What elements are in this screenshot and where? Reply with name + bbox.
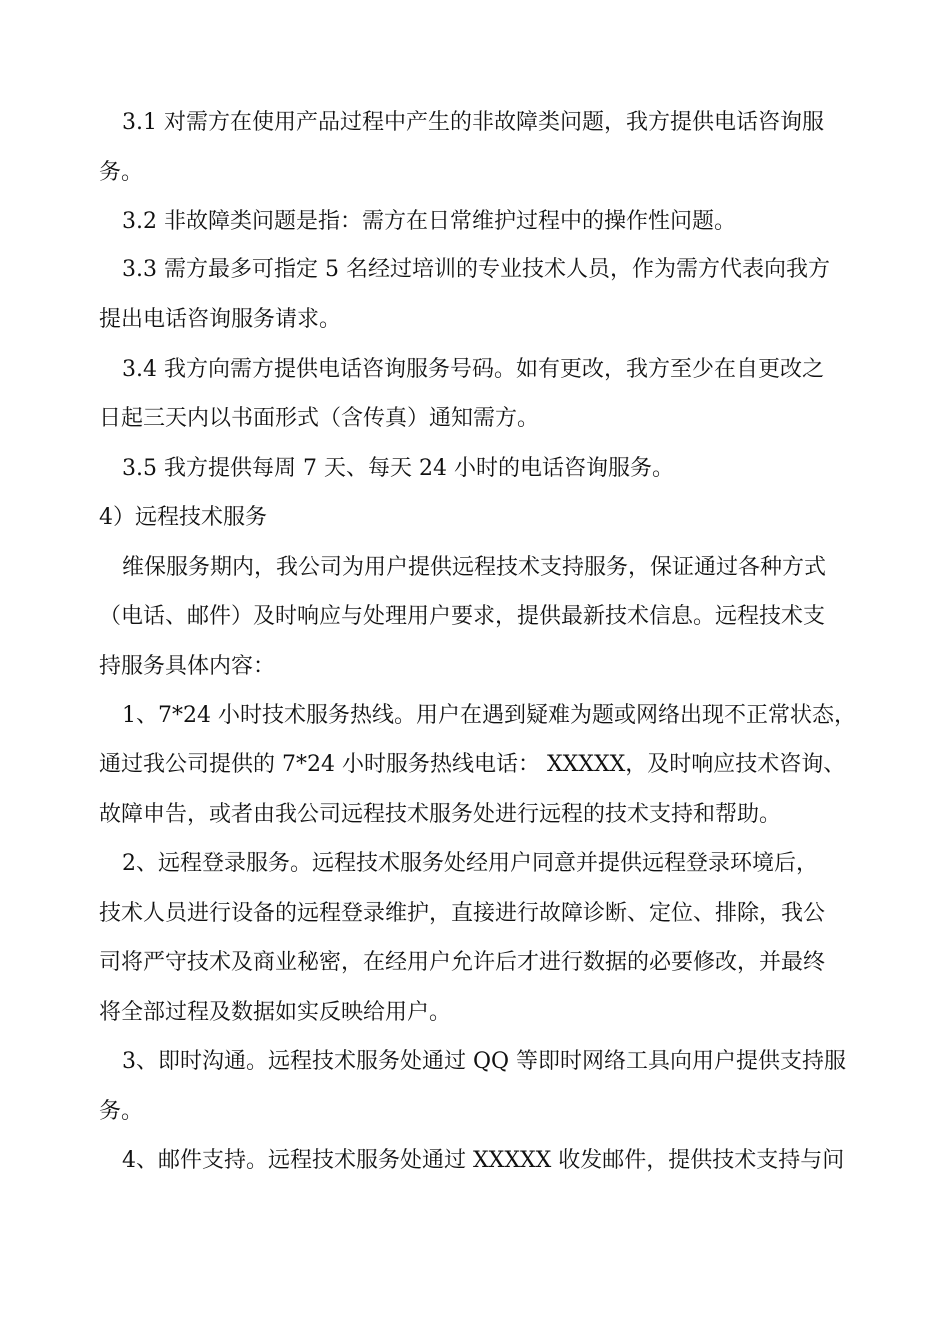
text-line: 3.5 我方提供每周 7 天、每天 24 小时的电话咨询服务。	[122, 456, 674, 481]
text-line: 持服务具体内容：	[99, 654, 276, 679]
text-line: （电话、邮件）及时响应与处理用户要求，提供最新技术信息。远程技术支	[99, 604, 826, 629]
text-line: 故障申告，或者由我公司远程技术服务处进行远程的技术支持和帮助。	[99, 802, 782, 827]
text-line: 3.2 非故障类问题是指：需方在日常维护过程中的操作性问题。	[122, 209, 736, 234]
text-line: 3、即时沟通。远程技术服务处通过 QQ 等即时网络工具向用户提供支持服	[122, 1049, 847, 1074]
text-line: 3.1 对需方在使用产品过程中产生的非故障类问题，我方提供电话咨询服	[122, 110, 824, 135]
text-line: 3.4 我方向需方提供电话咨询服务号码。如有更改，我方至少在自更改之	[122, 357, 824, 382]
text-line: 务。	[99, 160, 144, 185]
text-line: 维保服务期内，我公司为用户提供远程技术支持服务，保证通过各种方式	[122, 555, 827, 580]
text-line: 3.3 需方最多可指定 5 名经过培训的专业技术人员，作为需方代表向我方	[122, 257, 830, 282]
text-line: 2、远程登录服务。远程技术服务处经用户同意并提供远程登录环境后，	[122, 851, 818, 876]
text-line: 1、7*24 小时技术服务热线。用户在遇到疑难为题或网络出现不正常状态，	[122, 703, 856, 728]
text-line: 通过我公司提供的 7*24 小时服务热线电话： XXXXX，及时响应技术咨询、	[99, 752, 846, 777]
text-line: 日起三天内以书面形式（含传真）通知需方。	[99, 406, 540, 431]
text-line: 将全部过程及数据如实反映给用户。	[99, 1000, 452, 1025]
text-line: 司将严守技术及商业秘密，在经用户允许后才进行数据的必要修改，并最终	[99, 950, 826, 975]
text-line: 4、邮件支持。远程技术服务处通过 XXXXX 收发邮件，提供技术支持与问	[122, 1148, 845, 1173]
section-heading: 4）远程技术服务	[99, 505, 267, 530]
text-line: 务。	[99, 1099, 144, 1124]
text-line: 提出电话咨询服务请求。	[99, 307, 342, 332]
text-line: 技术人员进行设备的远程登录维护，直接进行故障诊断、定位、排除，我公	[99, 901, 826, 926]
